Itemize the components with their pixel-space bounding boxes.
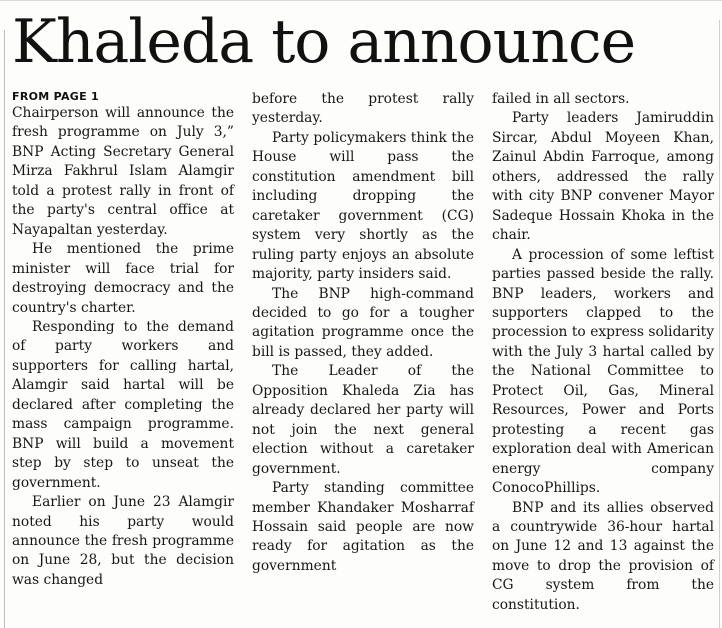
- paragraph: Party standing committee member Khandaker Mosharraf Hossain said people are now ready for agitation as the government: [252, 480, 474, 574]
- paragraph: before the protest rally yesterday.: [252, 91, 474, 127]
- paragraph: Responding to the demand of party workers and supporters for calling hartal, Alamgir said hartal will be declared after completing the mass campaign programme. BNP will build a movement step by step to unseat the government.: [12, 318, 234, 491]
- headline: Khaleda to announce: [12, 7, 636, 77]
- top-border: [0, 0, 722, 1]
- right-border: [719, 20, 720, 628]
- paragraph: BNP and its allies observed a countrywide 36-hour hartal on June 12 and 13 against the move to drop the provision of CG system from the constitution.: [492, 499, 714, 613]
- article-column-1: [12, 90, 234, 590]
- article-column-2: [252, 90, 474, 576]
- left-border: [4, 30, 5, 628]
- kicker-label: FROM PAGE 1: [12, 90, 100, 103]
- paragraph: Earlier on June 23 Alamgir noted his party would announce the fresh programme on June 28, but the decision was changed: [12, 494, 234, 588]
- paragraph: Party leaders Jamiruddin Sircar, Abdul Moyeen Khan, Zainul Abdin Farroque, among others, addressed the rally with city BNP convener Mayor Sadeque Hossain Khoka in the chair.: [492, 110, 714, 244]
- paragraph: The BNP high-command decided to go for a tougher agitation programme once the bill is passed, they added.: [252, 285, 474, 360]
- paragraph: He mentioned the prime minister will face trial for destroying democracy and the country's charter.: [12, 241, 234, 316]
- paragraph: Party policymakers think the House will pass the constitution amendment bill including dropping the caretaker government (CG) system very shortly as the ruling party enjoys an absolute majority, party insiders said.: [252, 129, 474, 283]
- paragraph: Chairperson will announce the fresh programme on July 3,” BNP Acting Secretary General Mirza Fakhrul Islam Alamgir told a protest rally in front of the party's central office at Nayapaltan yesterday.: [12, 105, 234, 238]
- paragraph: A procession of some leftist parties passed beside the rally. BNP leaders, workers and supporters clapped to the procession to express solidarity with the July 3 hartal called by the National Committee to Protect Oil, Gas, Mineral Resources, Power and Ports protesting a recent gas exploration deal with American energy company ConocoPhillips.: [492, 246, 714, 497]
- paragraph: failed in all sectors.: [492, 91, 630, 107]
- paragraph: The Leader of the Opposition Khaleda Zia has already declared her party will not join the next general election without a caretaker government.: [252, 363, 474, 477]
- article-column-3: [492, 90, 714, 615]
